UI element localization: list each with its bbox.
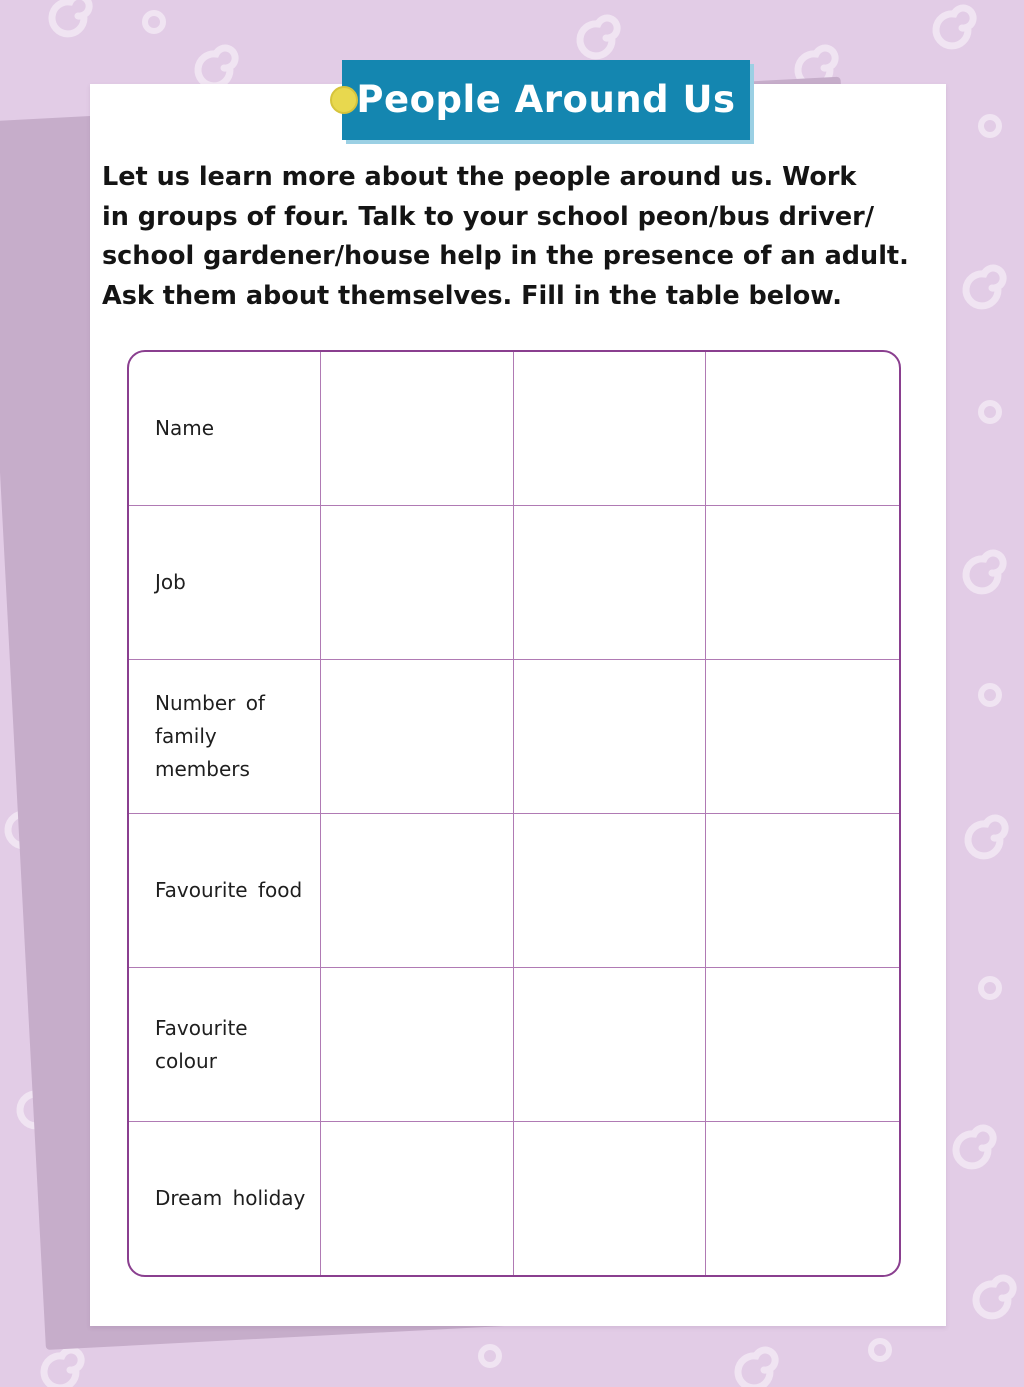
page-title: People Around Us: [356, 78, 736, 121]
table-row: [129, 814, 899, 968]
table-row: [129, 968, 899, 1122]
answer-cell[interactable]: [706, 1122, 899, 1275]
swirl-icon: [52, 0, 89, 34]
answer-cell[interactable]: [706, 814, 899, 968]
row-label-favourite-food: Favourite food: [129, 814, 321, 968]
swirl-icon: [44, 1350, 81, 1387]
answer-cell[interactable]: [514, 814, 707, 968]
answer-cell[interactable]: [514, 506, 707, 660]
row-label-name: Name: [129, 352, 321, 506]
table-row: [129, 1122, 899, 1275]
interview-table: [127, 350, 901, 1277]
answer-cell[interactable]: [321, 660, 514, 814]
answer-cell[interactable]: [706, 660, 899, 814]
swirl-icon: [936, 8, 973, 46]
table-row: [129, 660, 899, 814]
answer-cell[interactable]: [514, 352, 707, 506]
answer-cell[interactable]: [321, 814, 514, 968]
ring-icon: [981, 979, 999, 997]
row-label-dream-holiday: Dream holiday: [129, 1122, 321, 1275]
swirl-icon: [968, 818, 1005, 856]
answer-cell[interactable]: [514, 1122, 707, 1275]
table-row: [129, 352, 899, 506]
answer-cell[interactable]: [706, 968, 899, 1122]
answer-cell[interactable]: [321, 968, 514, 1122]
row-label-job: Job: [129, 506, 321, 660]
row-label-favourite-colour: Favourite colour: [129, 968, 321, 1122]
swirl-icon: [738, 1350, 775, 1387]
answer-cell[interactable]: [514, 660, 707, 814]
ring-icon: [981, 117, 999, 135]
ring-icon: [145, 13, 163, 31]
answer-cell[interactable]: [321, 506, 514, 660]
ring-icon: [871, 1341, 889, 1359]
instructions-line: in groups of four. Talk to your school peon/bus driver/: [102, 201, 875, 232]
swirl-icon: [580, 18, 617, 56]
ring-icon: [981, 686, 999, 704]
instructions-line: Ask them about themselves. Fill in the table below.: [102, 280, 842, 311]
answer-cell[interactable]: [321, 1122, 514, 1275]
answer-cell[interactable]: [706, 352, 899, 506]
swirl-icon: [198, 48, 235, 86]
instructions-text: [102, 158, 922, 316]
answer-cell[interactable]: [514, 968, 707, 1122]
instructions-line: school gardener/house help in the presence of an adult.: [102, 241, 909, 271]
instructions-line: Let us learn more about the people around us. Work: [102, 162, 857, 192]
ring-icon: [981, 403, 999, 421]
answer-cell[interactable]: [706, 506, 899, 660]
row-label-family-members: Number of family members: [129, 660, 321, 814]
swirl-icon: [966, 268, 1003, 306]
swirl-icon: [966, 553, 1003, 591]
swirl-icon: [956, 1128, 993, 1166]
table-row: [129, 506, 899, 660]
answer-cell[interactable]: [321, 352, 514, 506]
ring-icon: [481, 1347, 499, 1365]
swirl-icon: [976, 1278, 1013, 1316]
